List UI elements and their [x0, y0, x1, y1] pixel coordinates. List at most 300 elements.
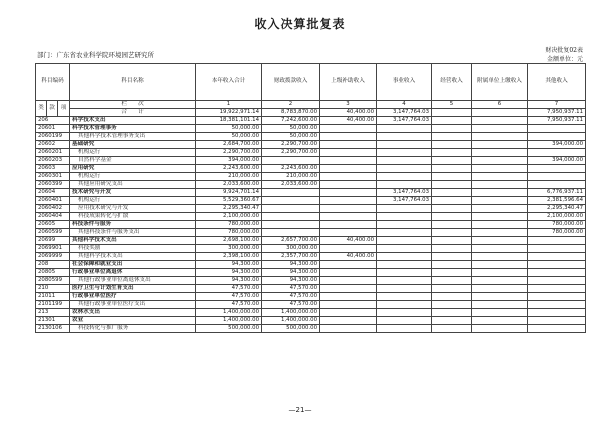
- amount-cell: 2,290,700.00: [262, 149, 320, 157]
- amount-cell: [432, 189, 472, 197]
- col-number-5: 5: [432, 101, 472, 109]
- amount-cell: [472, 197, 528, 205]
- amount-cell: 780,000.00: [196, 221, 262, 229]
- amount-cell: [432, 325, 472, 333]
- total-value-3: 40,400.00: [320, 109, 377, 117]
- table-row: [36, 269, 586, 277]
- subject-code: 2060402: [36, 205, 70, 213]
- amount-cell: [432, 117, 472, 125]
- col-number-7: 7: [528, 101, 586, 109]
- amount-cell: [262, 221, 320, 229]
- amount-cell: 94,300.00: [196, 269, 262, 277]
- amount-cell: [472, 277, 528, 285]
- page-title: 收入决算批复表: [254, 17, 346, 31]
- amount-cell: [320, 269, 377, 277]
- amount-cell: [472, 269, 528, 277]
- amount-cell: [432, 261, 472, 269]
- amount-cell: 1,400,000.00: [262, 317, 320, 325]
- subject-code: 2060599: [36, 229, 70, 237]
- table-row: [36, 165, 586, 173]
- table-row: [36, 325, 586, 333]
- subject-name: 技术研究与开发: [70, 189, 196, 197]
- amount-cell: 1,400,000.00: [262, 309, 320, 317]
- header-subject-code: 科目编码: [36, 64, 70, 101]
- amount-cell: 780,000.00: [528, 229, 586, 237]
- amount-cell: [377, 325, 432, 333]
- amount-cell: [528, 181, 586, 189]
- amount-cell: [528, 165, 586, 173]
- amount-cell: 47,570.00: [196, 285, 262, 293]
- amount-cell: 50,000.00: [262, 125, 320, 133]
- amount-cell: 3,147,764.03: [377, 117, 432, 125]
- column-number-row: [36, 101, 586, 109]
- amount-cell: 2,100,000.00: [196, 213, 262, 221]
- amount-cell: [432, 205, 472, 213]
- amount-cell: [320, 309, 377, 317]
- subject-code: 2069901: [36, 245, 70, 253]
- amount-cell: [377, 277, 432, 285]
- subject-name: 其他科学技术管理事务支出: [70, 133, 196, 141]
- amount-cell: [320, 165, 377, 173]
- form-number: 财决批复02表: [545, 47, 583, 54]
- amount-cell: [320, 141, 377, 149]
- amount-cell: [377, 141, 432, 149]
- amount-cell: 1,400,000.00: [196, 317, 262, 325]
- table-body: [36, 117, 586, 333]
- amount-cell: [320, 213, 377, 221]
- subject-name: 科技条件与服务: [70, 221, 196, 229]
- amount-cell: [320, 293, 377, 301]
- amount-cell: [377, 245, 432, 253]
- subject-code: 206: [36, 117, 70, 125]
- amount-cell: [262, 197, 320, 205]
- subject-name: 其他行政事业单位医疗支出: [70, 301, 196, 309]
- amount-cell: [528, 237, 586, 245]
- subject-name: 医疗卫生与计划生育支出: [70, 285, 196, 293]
- subject-name: 基础研究: [70, 141, 196, 149]
- amount-cell: [262, 189, 320, 197]
- subject-name: 其他科学技术支出: [70, 253, 196, 261]
- amount-cell: 2,698,100.00: [196, 237, 262, 245]
- amount-cell: [528, 277, 586, 285]
- header-section: 款: [47, 101, 58, 117]
- amount-cell: [320, 221, 377, 229]
- header-row: [36, 64, 586, 101]
- subject-code: 20605: [36, 221, 70, 229]
- amount-cell: [472, 309, 528, 317]
- amount-cell: [432, 213, 472, 221]
- amount-cell: [320, 125, 377, 133]
- amount-cell: 94,300.00: [262, 261, 320, 269]
- table-row: [36, 245, 586, 253]
- amount-cell: [320, 173, 377, 181]
- table-row: [36, 309, 586, 317]
- form-info: [545, 46, 583, 64]
- amount-cell: [320, 149, 377, 157]
- subject-name: 其他应用研究支出: [70, 181, 196, 189]
- col-number-1: 1: [196, 101, 262, 109]
- amount-cell: [528, 317, 586, 325]
- amount-cell: [472, 285, 528, 293]
- amount-cell: [432, 237, 472, 245]
- table-row: [36, 157, 586, 165]
- subject-code: 20805: [36, 269, 70, 277]
- header-kind: 类: [36, 101, 47, 117]
- amount-cell: [432, 245, 472, 253]
- total-value-4: 3,147,764.03: [377, 109, 432, 117]
- amount-cell: [377, 293, 432, 301]
- table-row: [36, 117, 586, 125]
- table-row: [36, 285, 586, 293]
- amount-cell: [320, 301, 377, 309]
- subject-code: 20602: [36, 141, 70, 149]
- col-number-2: 2: [262, 101, 320, 109]
- amount-cell: 1,400,000.00: [196, 309, 262, 317]
- header-col-3: 上级补助收入: [320, 64, 377, 101]
- col-number-4: 4: [377, 101, 432, 109]
- amount-cell: 47,570.00: [196, 301, 262, 309]
- amount-cell: [528, 125, 586, 133]
- amount-cell: [528, 269, 586, 277]
- amount-cell: 7,950,937.11: [528, 117, 586, 125]
- amount-cell: 500,000.00: [196, 325, 262, 333]
- subject-code: 2060203: [36, 157, 70, 165]
- amount-cell: 9,924,701.14: [196, 189, 262, 197]
- amount-cell: [377, 173, 432, 181]
- amount-cell: 2,684,700.00: [196, 141, 262, 149]
- amount-cell: [377, 269, 432, 277]
- header-col-2: 财政拨款收入: [262, 64, 320, 101]
- amount-cell: [320, 245, 377, 253]
- amount-cell: 7,242,600.00: [262, 117, 320, 125]
- subject-code: 20699: [36, 237, 70, 245]
- amount-cell: [377, 149, 432, 157]
- amount-cell: [432, 173, 472, 181]
- subject-name: 机构运行: [70, 173, 196, 181]
- amount-cell: [432, 277, 472, 285]
- amount-cell: [528, 285, 586, 293]
- amount-cell: [472, 117, 528, 125]
- amount-cell: [320, 181, 377, 189]
- table-row: [36, 229, 586, 237]
- amount-cell: [262, 229, 320, 237]
- amount-cell: 2,290,700.00: [196, 149, 262, 157]
- amount-cell: 394,000.00: [196, 157, 262, 165]
- amount-cell: 40,400.00: [320, 117, 377, 125]
- amount-cell: [472, 125, 528, 133]
- subject-code: 2060301: [36, 173, 70, 181]
- amount-cell: 780,000.00: [196, 229, 262, 237]
- amount-cell: [377, 133, 432, 141]
- table-row: [36, 197, 586, 205]
- amount-cell: [432, 197, 472, 205]
- amount-cell: [472, 133, 528, 141]
- table-row: [36, 277, 586, 285]
- amount-cell: [472, 173, 528, 181]
- amount-cell: [528, 245, 586, 253]
- amount-cell: [528, 253, 586, 261]
- subject-code: 2101199: [36, 301, 70, 309]
- amount-cell: 2,295,340.47: [196, 205, 262, 213]
- subject-name: 自然科学基金: [70, 157, 196, 165]
- amount-cell: 3,147,764.03: [377, 189, 432, 197]
- col-number-3: 3: [320, 101, 377, 109]
- total-value-6: [472, 109, 528, 117]
- amount-cell: [377, 157, 432, 165]
- amount-cell: [432, 149, 472, 157]
- amount-cell: 94,300.00: [196, 261, 262, 269]
- amount-cell: [472, 317, 528, 325]
- page-number: —21—: [288, 406, 312, 414]
- table-row: [36, 261, 586, 269]
- amount-cell: 2,381,596.64: [528, 197, 586, 205]
- subject-name: 科学技术管理事务: [70, 125, 196, 133]
- amount-cell: [432, 133, 472, 141]
- amount-cell: [377, 165, 432, 173]
- amount-cell: 47,570.00: [262, 293, 320, 301]
- subject-code: 2069999: [36, 253, 70, 261]
- header-col-7: 其他收入: [528, 64, 586, 101]
- subject-code: 20603: [36, 165, 70, 173]
- amount-cell: [262, 205, 320, 213]
- amount-cell: [528, 149, 586, 157]
- amount-cell: [472, 141, 528, 149]
- amount-cell: [472, 221, 528, 229]
- header-col-5: 经营收入: [432, 64, 472, 101]
- table-row: [36, 317, 586, 325]
- subject-name: 其他行政事业单位离退休支出: [70, 277, 196, 285]
- table-row: [36, 189, 586, 197]
- amount-cell: [472, 293, 528, 301]
- amount-cell: [320, 205, 377, 213]
- subject-name: 行政事业单位医疗: [70, 293, 196, 301]
- amount-cell: [432, 221, 472, 229]
- amount-cell: [472, 301, 528, 309]
- amount-cell: [472, 205, 528, 213]
- amount-cell: 40,400.00: [320, 253, 377, 261]
- amount-cell: [472, 189, 528, 197]
- total-value-2: 8,783,870.00: [262, 109, 320, 117]
- subject-name: 科技转化与推广服务: [70, 325, 196, 333]
- amount-cell: 47,570.00: [262, 285, 320, 293]
- subject-name: 农业: [70, 317, 196, 325]
- amount-cell: [377, 221, 432, 229]
- amount-cell: 50,000.00: [196, 133, 262, 141]
- table-row: [36, 149, 586, 157]
- subject-code: 2080599: [36, 277, 70, 285]
- amount-cell: 94,300.00: [196, 277, 262, 285]
- amount-cell: [472, 149, 528, 157]
- amount-cell: [528, 325, 586, 333]
- subject-code: 2060199: [36, 133, 70, 141]
- amount-cell: 94,300.00: [262, 269, 320, 277]
- amount-cell: [377, 237, 432, 245]
- department-label: 部门：广东省农业科学院环境园艺研究所: [37, 51, 154, 59]
- header-col-1: 本年收入合计: [196, 64, 262, 101]
- subject-name: 机构运行: [70, 149, 196, 157]
- subject-name: 应用技术研究与开发: [70, 205, 196, 213]
- subject-code: 20604: [36, 189, 70, 197]
- col-number-6: 6: [472, 101, 528, 109]
- total-label: 合 计: [70, 109, 196, 117]
- amount-cell: [320, 133, 377, 141]
- amount-cell: [320, 189, 377, 197]
- amount-cell: 2,243,600.00: [196, 165, 262, 173]
- subject-name: 农林水支出: [70, 309, 196, 317]
- amount-cell: [320, 197, 377, 205]
- amount-cell: [432, 269, 472, 277]
- amount-cell: [432, 317, 472, 325]
- amount-cell: 5,529,360.67: [196, 197, 262, 205]
- table-row: [36, 213, 586, 221]
- table-row: [36, 125, 586, 133]
- amount-cell: [528, 173, 586, 181]
- amount-cell: [528, 309, 586, 317]
- header-col-6: 附属单位上缴收入: [472, 64, 528, 101]
- subject-code: 2060399: [36, 181, 70, 189]
- amount-cell: [377, 285, 432, 293]
- amount-cell: [432, 301, 472, 309]
- subject-name: 应用研究: [70, 165, 196, 173]
- income-table: [35, 63, 586, 333]
- subject-code: 2060201: [36, 149, 70, 157]
- table-row: [36, 293, 586, 301]
- amount-cell: 2,398,100.00: [196, 253, 262, 261]
- amount-cell: 500,000.00: [262, 325, 320, 333]
- amount-cell: 50,000.00: [262, 133, 320, 141]
- amount-cell: 6,776,937.11: [528, 189, 586, 197]
- subject-code: 2130106: [36, 325, 70, 333]
- amount-cell: [528, 133, 586, 141]
- amount-cell: [472, 261, 528, 269]
- amount-cell: [432, 309, 472, 317]
- amount-cell: [432, 253, 472, 261]
- amount-cell: [320, 285, 377, 293]
- amount-cell: [432, 181, 472, 189]
- amount-cell: [377, 213, 432, 221]
- amount-cell: [377, 301, 432, 309]
- table-row: [36, 181, 586, 189]
- subject-name: 科技成果转化与扩散: [70, 213, 196, 221]
- subject-name: 其他科技条件与服务支出: [70, 229, 196, 237]
- amount-cell: 2,100,000.00: [528, 213, 586, 221]
- amount-cell: [432, 229, 472, 237]
- row-label: 栏 次: [70, 101, 196, 109]
- amount-cell: [472, 229, 528, 237]
- amount-cell: [472, 157, 528, 165]
- amount-cell: [262, 157, 320, 165]
- table-row: [36, 301, 586, 309]
- subject-name: 科学技术支出: [70, 117, 196, 125]
- amount-cell: [432, 141, 472, 149]
- amount-cell: [320, 317, 377, 325]
- table-row: [36, 221, 586, 229]
- amount-cell: 300,000.00: [262, 245, 320, 253]
- amount-cell: [320, 277, 377, 285]
- amount-cell: [528, 301, 586, 309]
- amount-cell: 2,295,340.47: [528, 205, 586, 213]
- subject-code: 2060404: [36, 213, 70, 221]
- amount-cell: [528, 261, 586, 269]
- table-row: [36, 253, 586, 261]
- amount-cell: [262, 213, 320, 221]
- table-row: [36, 237, 586, 245]
- amount-cell: 300,000.00: [196, 245, 262, 253]
- amount-cell: [377, 309, 432, 317]
- header-col-4: 事业收入: [377, 64, 432, 101]
- subject-code: 20601: [36, 125, 70, 133]
- amount-cell: [377, 253, 432, 261]
- amount-cell: [472, 245, 528, 253]
- amount-cell: [432, 293, 472, 301]
- amount-cell: [377, 229, 432, 237]
- total-row: [36, 109, 586, 117]
- amount-cell: [432, 165, 472, 173]
- amount-cell: [320, 261, 377, 269]
- amount-cell: 394,000.00: [528, 157, 586, 165]
- subject-name: 科技奖励: [70, 245, 196, 253]
- amount-cell: [472, 213, 528, 221]
- amount-cell: 18,381,101.14: [196, 117, 262, 125]
- subject-code: 208: [36, 261, 70, 269]
- amount-cell: 47,570.00: [262, 301, 320, 309]
- amount-cell: [472, 181, 528, 189]
- amount-cell: [472, 237, 528, 245]
- subject-code: 210: [36, 285, 70, 293]
- amount-cell: 2,033,600.00: [196, 181, 262, 189]
- amount-cell: 2,243,600.00: [262, 165, 320, 173]
- amount-cell: 47,570.00: [196, 293, 262, 301]
- amount-cell: 780,000.00: [528, 221, 586, 229]
- amount-cell: 2,290,700.00: [262, 141, 320, 149]
- amount-cell: 94,300.00: [262, 277, 320, 285]
- table-row: [36, 133, 586, 141]
- table-row: [36, 173, 586, 181]
- amount-cell: [528, 293, 586, 301]
- unit-label: 金额单位：元: [546, 56, 583, 63]
- subject-name: 其他科学技术支出: [70, 237, 196, 245]
- amount-cell: [472, 165, 528, 173]
- subject-name: 社会保障和就业支出: [70, 261, 196, 269]
- amount-cell: 2,033,600.00: [262, 181, 320, 189]
- amount-cell: [472, 325, 528, 333]
- subject-code: 21301: [36, 317, 70, 325]
- amount-cell: 3,147,764.03: [377, 197, 432, 205]
- amount-cell: [377, 317, 432, 325]
- table-row: [36, 205, 586, 213]
- amount-cell: [472, 253, 528, 261]
- amount-cell: [432, 125, 472, 133]
- amount-cell: [377, 261, 432, 269]
- subject-name: 机构运行: [70, 197, 196, 205]
- header-item: 项: [58, 101, 70, 117]
- amount-cell: 394,000.00: [528, 141, 586, 149]
- subject-name: 行政事业单位离退休: [70, 269, 196, 277]
- table-row: [36, 141, 586, 149]
- amount-cell: 50,000.00: [196, 125, 262, 133]
- amount-cell: 40,400.00: [320, 237, 377, 245]
- total-value-7: 7,950,937.11: [528, 109, 586, 117]
- amount-cell: 210,000.00: [196, 173, 262, 181]
- amount-cell: [377, 181, 432, 189]
- amount-cell: [377, 205, 432, 213]
- amount-cell: 2,357,700.00: [262, 253, 320, 261]
- amount-cell: [377, 125, 432, 133]
- amount-cell: [320, 325, 377, 333]
- amount-cell: 2,657,700.00: [262, 237, 320, 245]
- header-subject-name: 科目名称: [70, 64, 196, 101]
- total-value-5: [432, 109, 472, 117]
